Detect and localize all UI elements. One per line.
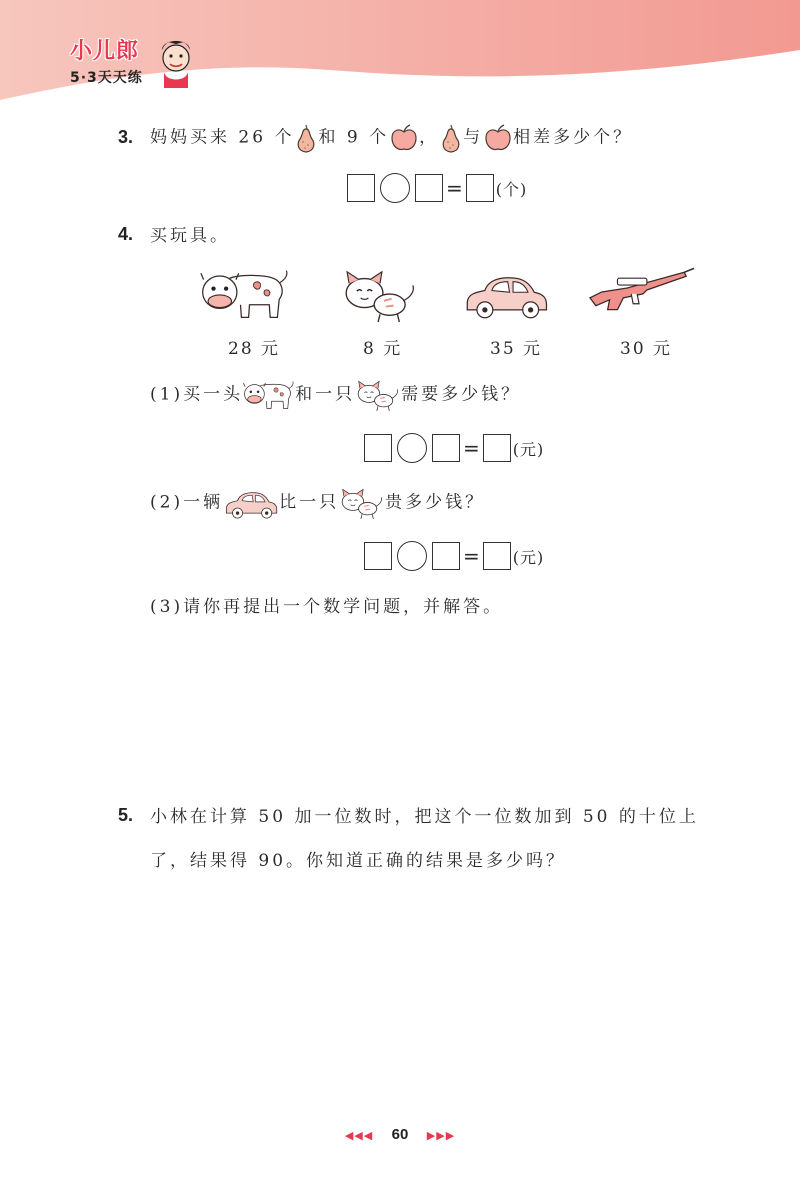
question-4-number: 4. bbox=[118, 224, 134, 244]
q3-text-d: 与 bbox=[463, 127, 484, 148]
q4-sub1-b: 和一只 bbox=[295, 384, 356, 405]
equals-sign: = bbox=[446, 176, 463, 200]
cow-toy-icon bbox=[243, 379, 295, 411]
answer-box[interactable] bbox=[466, 174, 494, 202]
apple-icon bbox=[389, 124, 419, 152]
price-cat: 8 元 bbox=[363, 339, 403, 359]
page-number: 60 bbox=[391, 1126, 409, 1143]
question-5-line-2: 了，结果得 90。你知道正确的结果是多少吗？ bbox=[150, 851, 567, 871]
car-toy-icon bbox=[462, 266, 550, 322]
apple-icon bbox=[483, 124, 513, 152]
price-cow: 28 元 bbox=[228, 339, 281, 359]
pear-icon bbox=[439, 122, 463, 154]
answer-box[interactable] bbox=[415, 174, 443, 202]
answer-box[interactable] bbox=[364, 434, 392, 462]
boy-mascot-icon bbox=[158, 36, 194, 88]
question-5-number: 5. bbox=[118, 805, 134, 825]
brand-logo bbox=[70, 34, 143, 87]
question-3-number: 3. bbox=[118, 127, 134, 147]
q4-sub1-a: (1)买一头 bbox=[150, 384, 244, 405]
brand-subtitle: 5·3天天练 bbox=[70, 70, 143, 86]
q4-sub1-equation bbox=[364, 433, 544, 463]
operator-circle[interactable] bbox=[397, 433, 427, 463]
q4-sub2-unit: (元) bbox=[512, 547, 545, 567]
q4-sub2-c: 贵多少钱？ bbox=[385, 492, 486, 513]
q4-sub1-unit: (元) bbox=[512, 439, 545, 459]
q3-text-a: 妈妈买来 26 个 bbox=[150, 127, 295, 148]
cat-toy-icon bbox=[340, 266, 420, 324]
equals-sign: = bbox=[463, 436, 480, 460]
q3-text-b: 和 9 个 bbox=[318, 127, 390, 148]
q4-sub2-b: 比一只 bbox=[279, 492, 340, 513]
cat-toy-icon bbox=[355, 378, 401, 412]
answer-box[interactable] bbox=[347, 174, 375, 202]
q4-sub3-text: (3)请你再提出一个数学问题，并解答。 bbox=[150, 597, 504, 617]
operator-circle[interactable] bbox=[380, 173, 410, 203]
answer-box[interactable] bbox=[483, 542, 511, 570]
gun-toy-icon bbox=[588, 264, 696, 314]
answer-box[interactable] bbox=[364, 542, 392, 570]
answer-box[interactable] bbox=[483, 434, 511, 462]
car-toy-icon bbox=[223, 486, 279, 520]
q4-sub2-text bbox=[150, 486, 485, 520]
cow-toy-icon bbox=[200, 266, 290, 322]
prev-arrows-icon: ◀◀◀ bbox=[344, 1130, 374, 1142]
equals-sign: = bbox=[463, 544, 480, 568]
q3-text-e: 相差多少个？ bbox=[513, 127, 634, 148]
q4-sub2-equation bbox=[364, 541, 544, 571]
operator-circle[interactable] bbox=[397, 541, 427, 571]
q3-unit: (个) bbox=[495, 179, 528, 199]
q4-sub2-a: (2)一辆 bbox=[150, 492, 224, 513]
q4-sub1-c: 需要多少钱？ bbox=[401, 384, 522, 405]
brand-title: 小儿郎 bbox=[70, 39, 140, 64]
q4-sub1-text bbox=[150, 378, 521, 412]
question-4-title: 买玩具。 bbox=[150, 226, 230, 246]
next-arrows-icon: ▶▶▶ bbox=[426, 1130, 456, 1142]
q3-text-c: ， bbox=[419, 127, 440, 148]
question-5-line-1: 小林在计算 50 加一位数时，把这个一位数加到 50 的十位上 bbox=[150, 807, 699, 827]
cat-toy-icon bbox=[339, 486, 385, 520]
q3-equation bbox=[347, 173, 527, 203]
answer-box[interactable] bbox=[432, 542, 460, 570]
price-gun: 30 元 bbox=[620, 339, 673, 359]
pear-icon bbox=[294, 122, 318, 154]
price-car: 35 元 bbox=[490, 339, 543, 359]
page-footer bbox=[0, 1126, 800, 1144]
question-3-text bbox=[150, 122, 633, 154]
answer-box[interactable] bbox=[432, 434, 460, 462]
